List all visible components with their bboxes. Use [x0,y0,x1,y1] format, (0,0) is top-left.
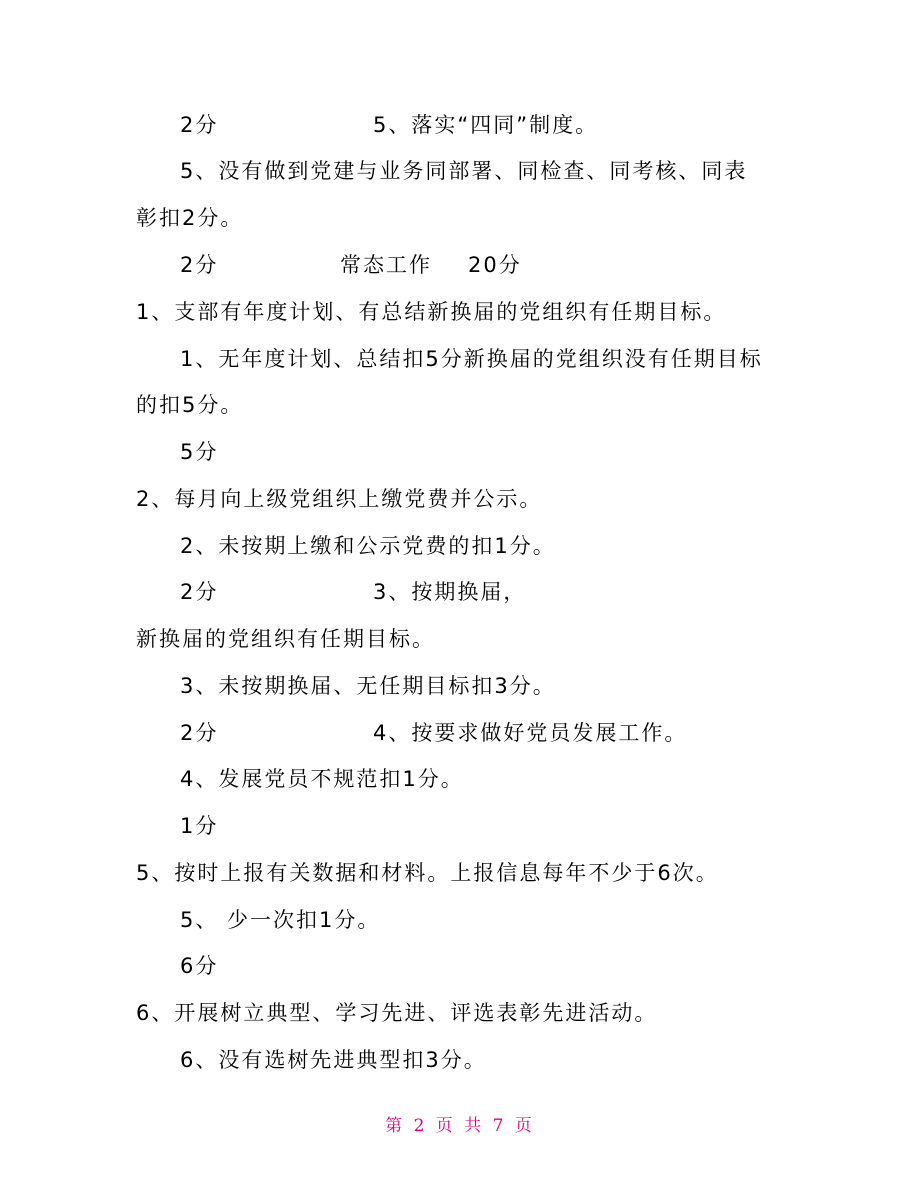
item-text: 4、按要求做好党员发展工作。 [373,721,688,745]
score-text: 2分 [180,113,219,137]
score-text: 6分 [180,954,219,978]
item-text: 5、按时上报有关数据和材料。上报信息每年不少于6次。 [136,861,719,885]
section-score: 20分 [468,253,522,277]
item-text: 的扣5分。 [136,393,244,417]
score-text: 5分 [180,440,219,464]
item-text: 3、按期换届， [373,580,527,604]
item-text: 3、未按期换届、无任期目标扣3分。 [180,674,556,698]
item-text: 2、未按期上缴和公示党费的扣1分。 [180,534,556,558]
item-text: 1、无年度计划、总结扣5分新换届的党组织没有任期目标 [180,347,763,371]
score-text: 2分 [180,721,219,745]
page-number-footer: 第 2 页 共 7 页 [385,1116,535,1136]
item-text: 6、没有选树先进典型扣3分。 [180,1048,487,1072]
item-text: 5、落实“四同”制度。 [373,113,599,137]
item-text: 1、支部有年度计划、有总结新换届的党组织有任期目标。 [136,300,727,324]
item-text: 5、 少一次扣1分。 [180,908,381,932]
section-title: 常态工作 [340,253,432,277]
item-text: 彰扣2分。 [136,206,244,230]
item-text: 2、每月向上级党组织上缴党费并公示。 [136,487,543,511]
item-text: 5、没有做到党建与业务同部署、同检查、同考核、同表 [180,159,748,183]
score-text: 2分 [180,253,219,277]
item-text: 4、发展党员不规范扣1分。 [180,767,464,791]
score-text: 1分 [180,814,219,838]
item-text: 新换届的党组织有任期目标。 [136,627,435,651]
score-text: 2分 [180,580,219,604]
item-text: 6、开展树立典型、学习先进、评选表彰先进活动。 [136,1001,658,1025]
